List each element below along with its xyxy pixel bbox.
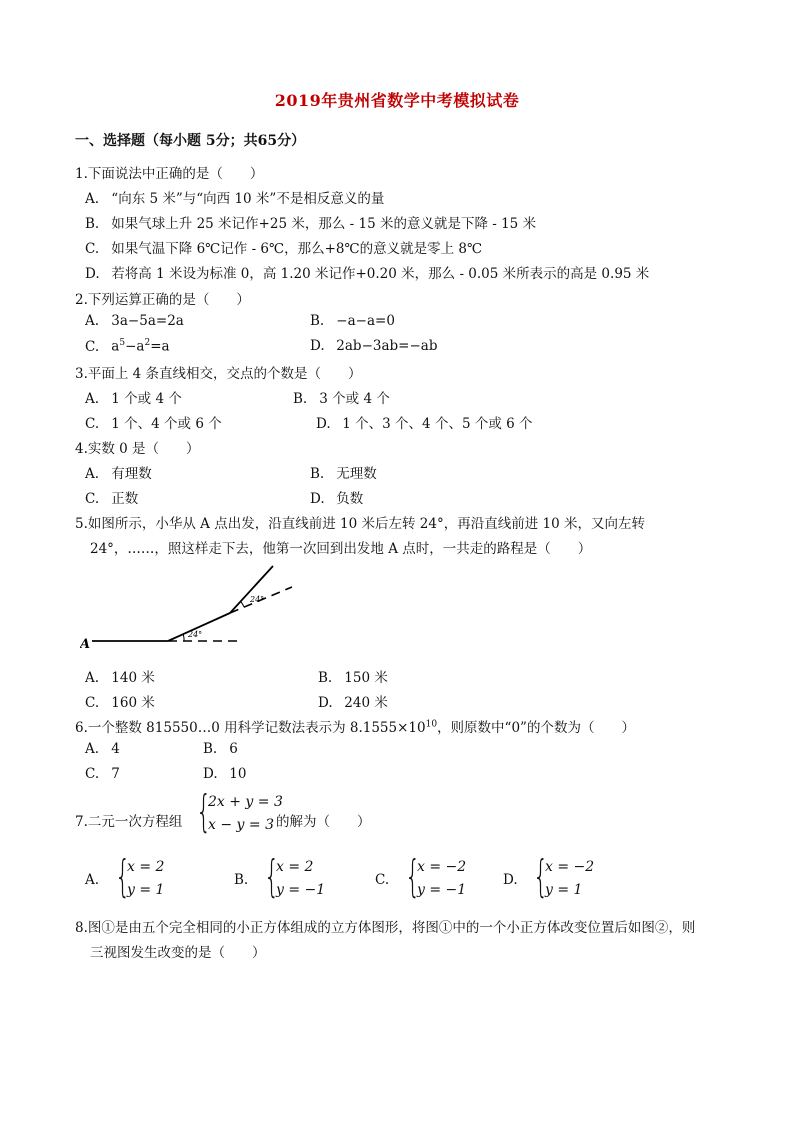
option-equation-2: y = −1: [276, 882, 326, 898]
question-2-option-b[interactable]: B. −a−a=0: [310, 313, 395, 329]
angle-arc-2: [241, 602, 244, 607]
question-8-stem-line2: 三视图发生改变的是（ ）: [90, 945, 266, 961]
brace-icon: {: [115, 851, 131, 902]
question-3-stem: 3.平面上 4 条直线相交，交点的个数是（ ）: [75, 366, 362, 382]
option-equation-2: y = −1: [417, 882, 467, 898]
question-5-option-d[interactable]: D. 240 米: [318, 695, 388, 711]
question-1-option-a[interactable]: A. “向东 5 米”与“向西 10 米”不是相反意义的量: [85, 191, 385, 207]
option-equation-1: x = 2: [276, 859, 314, 875]
question-3-option-b[interactable]: B. 3 个或 4 个: [293, 391, 390, 407]
question-5-stem-line2: 24°，……，照这样走下去，他第一次回到出发地 A 点时，一共走的路程是（ ）: [90, 541, 592, 557]
question-4-option-c[interactable]: C. 正数: [85, 491, 139, 507]
option-label: D.: [503, 872, 518, 888]
question-2-stem: 2.下列运算正确的是（ ）: [75, 292, 250, 308]
question-2-option-c[interactable]: C. $a^5-a^2=a$: [85, 338, 170, 355]
option-equation-2: y = 1: [127, 882, 165, 898]
question-2-option-d[interactable]: D. 2ab−3ab=−ab: [310, 338, 438, 354]
question-5-option-c[interactable]: C. 160 米: [85, 695, 155, 711]
question-1-option-d[interactable]: D. 若将高 1 米设为标准 0，高 1.20 米记作+0.20 米，那么 - 0.05 米所表示的高是 0.95 米: [85, 266, 650, 282]
question-1-stem: 1.下面说法中正确的是（ ）: [75, 166, 264, 182]
question-5-option-b[interactable]: B. 150 米: [318, 670, 388, 686]
walking-path-figure: [80, 560, 320, 655]
question-4-stem: 4.实数 0 是（ ）: [75, 441, 200, 457]
question-6-option-b[interactable]: B. 6: [203, 741, 238, 757]
question-4-option-b[interactable]: B. 无理数: [310, 466, 377, 482]
question-7-stem-pre: 7.二元一次方程组: [75, 814, 183, 830]
option-label: B.: [234, 872, 249, 888]
section-heading: 一、选择题（每小题 5分；共65分）: [75, 133, 306, 149]
question-8-stem-line1: 8.图①是由五个完全相同的小正方体组成的立方体图形，将图①中的一个小正方体改变位置后如图②，则: [75, 920, 696, 936]
question-4-option-d[interactable]: D. 负数: [310, 491, 364, 507]
option-label: C.: [375, 872, 390, 888]
option-equation-1: x = −2: [417, 859, 467, 875]
question-1-option-b[interactable]: B. 如果气球上升 25 米记作+25 米，那么 - 15 米的意义就是下降 - 15 米: [85, 216, 537, 232]
question-3-option-a[interactable]: A. 1 个或 4 个: [85, 391, 182, 407]
angle-arc-1: [183, 634, 184, 641]
brace-icon: {: [264, 851, 280, 902]
path-segment-3: [230, 566, 273, 613]
angle-label-1: 24°: [188, 630, 203, 639]
angle-label-2: 24°: [250, 595, 265, 604]
brace-icon: {: [533, 851, 549, 902]
question-6-stem: 6.一个整数 815550…0 用科学记数法表示为 $8.1555\times 10^{10}$，则原数中“0”的个数为（ ）: [75, 719, 635, 736]
question-3-option-c[interactable]: C. 1 个、4 个或 6 个: [85, 416, 222, 432]
question-5-stem-line1: 5.如图所示，小华从 A 点出发，沿直线前进 10 米后左转 24°，再沿直线前进 10 米，又向左转: [75, 516, 645, 532]
question-1-option-c[interactable]: C. 如果气温下降 6℃记作 - 6℃，那么+8℃的意义就是零上 8℃: [85, 241, 483, 257]
option-equation-1: x = −2: [545, 859, 595, 875]
option-equation-2: y = 1: [545, 882, 583, 898]
question-3-option-d[interactable]: D. 1 个、3 个、4 个、5 个或 6 个: [316, 416, 533, 432]
option-equation-1: x = 2: [127, 859, 165, 875]
point-a-label: A: [80, 637, 91, 652]
question-7-stem-post: 的解为（ ）: [276, 814, 371, 830]
page-title: 2019年贵州省数学中考模拟试卷: [274, 91, 520, 110]
question-6-option-d[interactable]: D. 10: [203, 766, 247, 782]
brace-icon: {: [196, 786, 212, 837]
system-equation-2: x − y = 3: [208, 817, 274, 833]
question-4-option-a[interactable]: A. 有理数: [85, 466, 152, 482]
system-equation-1: 2x + y = 3: [208, 794, 283, 810]
question-6-option-a[interactable]: A. 4: [85, 741, 120, 757]
option-label: A.: [85, 872, 100, 888]
question-2-option-a[interactable]: A. 3a−5a=2a: [85, 313, 184, 329]
question-6-option-c[interactable]: C. 7: [85, 766, 120, 782]
brace-icon: {: [405, 851, 421, 902]
question-5-option-a[interactable]: A. 140 米: [85, 670, 155, 686]
